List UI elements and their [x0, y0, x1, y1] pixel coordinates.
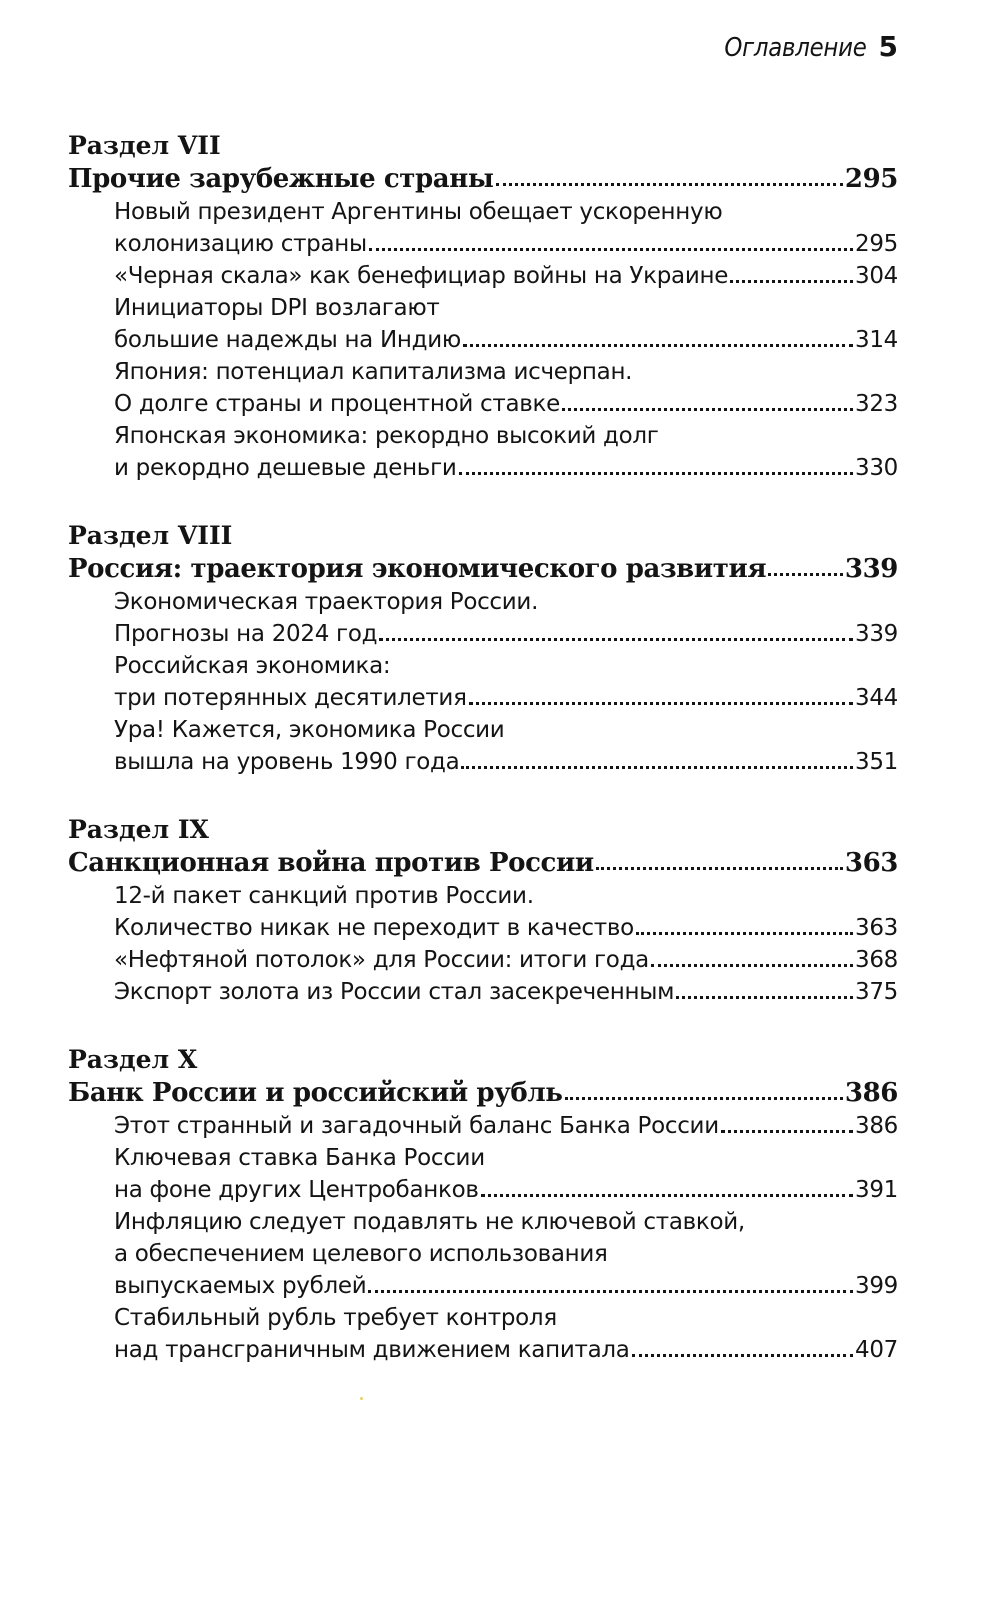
dot-leader [496, 183, 843, 186]
dot-leader [461, 766, 853, 769]
entry-line [114, 976, 898, 1008]
entry-page-number: 314 [855, 327, 898, 353]
section-label: Раздел VIII [68, 521, 233, 550]
entry-page-number: 386 [855, 1113, 898, 1139]
dot-leader [379, 638, 853, 641]
running-header [705, 30, 898, 63]
entry-page-number: 330 [855, 455, 898, 481]
entry-text: Японская экономика: рекордно высокий долг [114, 423, 659, 449]
entry-line [114, 682, 898, 714]
entry-line [114, 618, 898, 650]
entry-page-number: 375 [855, 979, 898, 1005]
section-title-line[interactable] [68, 162, 898, 196]
entry-text: три потерянных десятилетия [114, 685, 467, 711]
dot-leader [481, 1194, 853, 1197]
entry-line [114, 912, 898, 944]
entry-text: на фоне других Центробанков [114, 1177, 479, 1203]
running-header-title: Оглавление [724, 33, 867, 63]
entry-page-number: 368 [855, 947, 898, 973]
section-label: Раздел VII [68, 131, 221, 160]
toc-entry[interactable] [68, 260, 898, 292]
entry-line [114, 292, 898, 324]
entry-line [114, 1334, 898, 1366]
toc-entry[interactable] [68, 356, 898, 420]
dot-leader [596, 867, 843, 870]
section-title: Прочие зарубежные страны [68, 164, 494, 194]
entry-line [114, 260, 898, 292]
section-title-line[interactable] [68, 846, 898, 880]
table-of-contents [68, 130, 898, 1402]
entry-line [114, 746, 898, 778]
entry-page-number: 295 [855, 231, 898, 257]
toc-section [68, 520, 898, 778]
entry-page-number: 339 [855, 621, 898, 647]
entry-text: 12-й пакет санкций против России. [114, 883, 534, 909]
entry-line [114, 324, 898, 356]
toc-entry[interactable] [68, 880, 898, 944]
section-title-line[interactable] [68, 1076, 898, 1110]
toc-entry[interactable] [68, 714, 898, 778]
dot-leader [632, 1354, 853, 1357]
toc-section [68, 130, 898, 484]
section-page-number: 295 [844, 164, 898, 194]
entry-page-number: 407 [855, 1337, 898, 1363]
entry-line [114, 714, 898, 746]
toc-entry[interactable] [68, 1302, 898, 1366]
section-title: Санкционная война против России [68, 848, 594, 878]
entry-line [114, 196, 898, 228]
paper-speck [360, 1397, 363, 1400]
entry-page-number: 323 [855, 391, 898, 417]
entry-text: и рекордно дешевые деньги [114, 455, 457, 481]
toc-entry[interactable] [68, 650, 898, 714]
entry-text: вышла на уровень 1990 года [114, 749, 460, 775]
dot-leader [721, 1130, 853, 1133]
entry-line [114, 650, 898, 682]
dot-leader [562, 408, 853, 411]
entry-page-number: 391 [855, 1177, 898, 1203]
section-title: Россия: траектория экономического развития [68, 554, 767, 584]
entry-text: Ключевая ставка Банка России [114, 1145, 485, 1171]
entry-line [114, 420, 898, 452]
dot-leader [768, 573, 843, 576]
section-page-number: 363 [844, 848, 898, 878]
toc-entry[interactable] [68, 944, 898, 976]
entry-text: Инфляцию следует подавлять не ключевой ставкой, [114, 1209, 745, 1235]
entry-line [114, 1174, 898, 1206]
entry-text: большие надежды на Индию [114, 327, 461, 353]
page-number: 5 [878, 30, 898, 63]
entry-text: «Нефтяной потолок» для России: итоги года [114, 947, 649, 973]
dot-leader [636, 932, 853, 935]
entry-text: Российская экономика: [114, 653, 391, 679]
toc-entry[interactable] [68, 976, 898, 1008]
dot-leader [676, 996, 853, 999]
dot-leader [463, 344, 853, 347]
dot-leader [368, 1290, 853, 1293]
dot-leader [469, 702, 853, 705]
toc-entry[interactable] [68, 420, 898, 484]
entry-text: Количество никак не переходит в качество [114, 915, 634, 941]
entry-line [114, 388, 898, 420]
entry-text: Прогнозы на 2024 год [114, 621, 378, 647]
entry-line [114, 1206, 898, 1238]
toc-entry[interactable] [68, 292, 898, 356]
entry-line [114, 228, 898, 260]
entry-text: «Черная скала» как бенефициар войны на Украине [114, 263, 729, 289]
section-title: Банк России и российский рубль [68, 1078, 563, 1108]
toc-entry[interactable] [68, 1142, 898, 1206]
dot-leader [565, 1097, 843, 1100]
entry-line [114, 452, 898, 484]
entry-text: Новый президент Аргентины обещает ускоренную [114, 199, 723, 225]
toc-entry[interactable] [68, 1206, 898, 1302]
entry-line [114, 944, 898, 976]
entry-page-number: 363 [855, 915, 898, 941]
toc-entry[interactable] [68, 196, 898, 260]
toc-entry[interactable] [68, 1110, 898, 1142]
dot-leader [369, 248, 853, 251]
entry-text: Экспорт золота из России стал засекреченным [114, 979, 675, 1005]
dot-leader [651, 964, 853, 967]
entry-text: над трансграничным движением капитала [114, 1337, 630, 1363]
entry-page-number: 399 [855, 1273, 898, 1299]
toc-section [68, 1044, 898, 1366]
entry-page-number: 344 [855, 685, 898, 711]
entry-text: Япония: потенциал капитализма исчерпан. [114, 359, 633, 385]
entry-line [114, 1142, 898, 1174]
entry-text: Инициаторы DPI возлагают [114, 295, 440, 321]
section-page-number: 339 [844, 554, 898, 584]
entry-text: а обеспечением целевого использования [114, 1241, 608, 1267]
section-label: Раздел IX [68, 815, 209, 844]
entry-text: Экономическая траектория России. [114, 589, 539, 615]
toc-entry[interactable] [68, 586, 898, 650]
section-label: Раздел X [68, 1045, 198, 1074]
entry-line [114, 1270, 898, 1302]
entry-line [114, 356, 898, 388]
entry-text: Ура! Кажется, экономика России [114, 717, 505, 743]
dot-leader [730, 280, 853, 283]
toc-section [68, 814, 898, 1008]
entry-text: О долге страны и процентной ставке [114, 391, 560, 417]
section-title-line[interactable] [68, 552, 898, 586]
entry-line [114, 880, 898, 912]
dot-leader [459, 472, 854, 475]
entry-text: выпускаемых рублей [114, 1273, 367, 1299]
entry-text: колонизацию страны [114, 231, 367, 257]
entry-page-number: 351 [855, 749, 898, 775]
entry-line [114, 586, 898, 618]
entry-line [114, 1238, 898, 1270]
entry-line [114, 1110, 898, 1142]
section-page-number: 386 [844, 1078, 898, 1108]
entry-text: Стабильный рубль требует контроля [114, 1305, 557, 1331]
entry-text: Этот странный и загадочный баланс Банка России [114, 1113, 719, 1139]
entry-page-number: 304 [855, 263, 898, 289]
entry-line [114, 1302, 898, 1334]
